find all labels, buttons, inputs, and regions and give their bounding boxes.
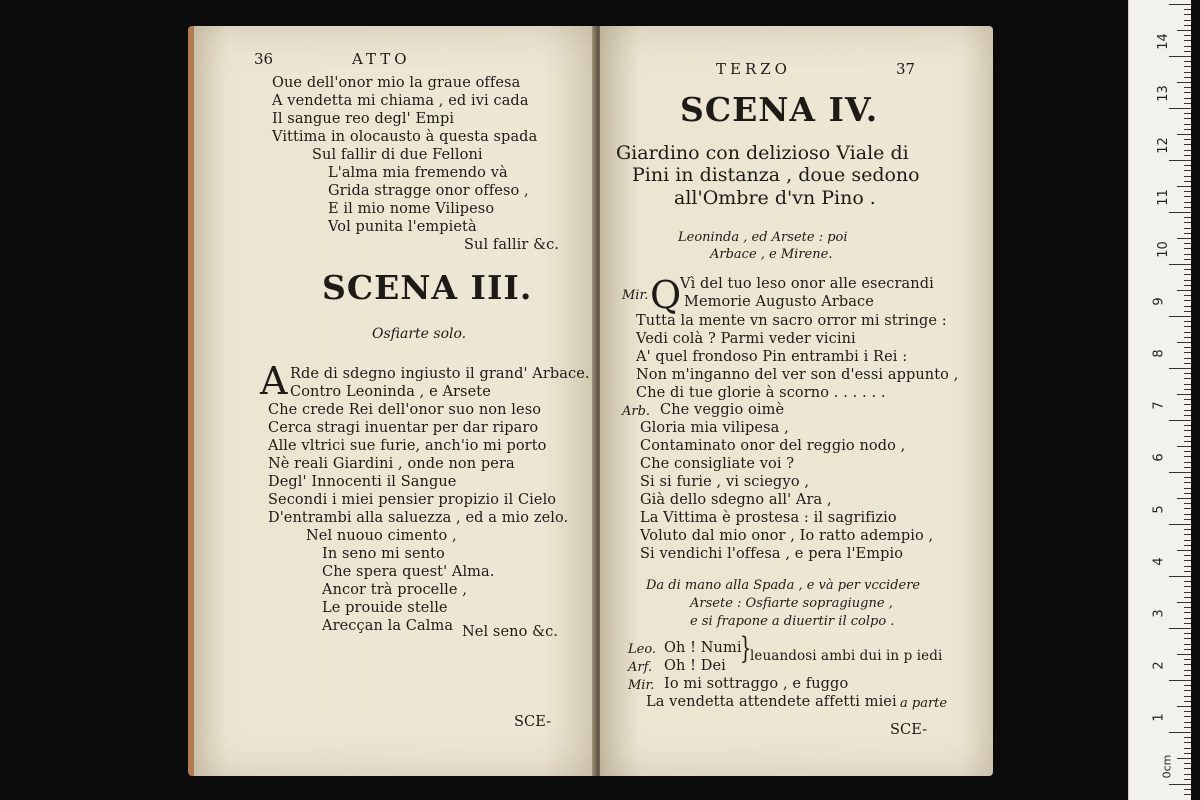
ruler-tick xyxy=(1184,243,1191,244)
ruler-tick xyxy=(1184,503,1191,504)
verse-line: Che di tue glorie à scorno . . . . . . xyxy=(636,385,886,401)
verse-line: Il sangue reo degl' Empi xyxy=(272,111,455,127)
ruler-tick xyxy=(1169,368,1191,369)
ruler-tick xyxy=(1184,51,1191,52)
verse-line: In seno mi sento xyxy=(322,546,445,562)
ruler-tick xyxy=(1184,664,1191,665)
ruler-tick xyxy=(1184,399,1191,400)
verse-line: Secondi i miei pensier propizio il Cielo xyxy=(268,492,557,508)
ruler-tick xyxy=(1184,779,1191,780)
aside-action: leuandosi ambi dui in p iedi xyxy=(750,648,943,664)
ruler-tick xyxy=(1184,727,1191,728)
verse-line: Vol punita l'empietà xyxy=(328,219,477,235)
speaker-label: Leo. xyxy=(628,642,657,657)
ruler-tick xyxy=(1184,77,1191,78)
ruler-tick xyxy=(1184,254,1191,255)
verse-line: Rde di sdegno ingiusto il grand' Arbace. xyxy=(290,366,590,382)
verse-line: Ancor trà procelle , xyxy=(322,582,467,598)
ruler-tick xyxy=(1184,586,1191,587)
ruler-tick xyxy=(1184,456,1191,457)
ruler-tick xyxy=(1184,519,1191,520)
ruler-tick xyxy=(1184,300,1191,301)
verse-line: Alle vltrici sue furie, anch'io mi porto xyxy=(268,438,547,454)
left-catchword: SCE- xyxy=(514,714,552,730)
ruler-tick xyxy=(1184,794,1191,795)
ruler-tick xyxy=(1184,612,1191,613)
speaker-label: Mir. xyxy=(628,678,655,693)
ruler-tick xyxy=(1177,706,1191,707)
ruler-label: 6 xyxy=(1151,453,1167,462)
ruler-tick xyxy=(1184,129,1191,130)
ruler-tick xyxy=(1169,784,1191,785)
verse-line: Voluto dal mio onor , Io ratto adempio , xyxy=(640,528,934,544)
setting-line: Pini in distanza , doue sedono xyxy=(632,164,920,186)
ruler-tick xyxy=(1177,82,1191,83)
verse-line: Io mi sottraggo , e fuggo xyxy=(664,676,849,692)
ruler-label: 9 xyxy=(1151,297,1167,306)
ruler-tick xyxy=(1184,358,1191,359)
ruler-tick xyxy=(1184,98,1191,99)
speaker-label: Arb. xyxy=(622,404,651,419)
ruler-tick xyxy=(1184,477,1191,478)
ruler-tick xyxy=(1169,576,1191,577)
ruler-tick xyxy=(1184,306,1191,307)
ruler-tick xyxy=(1184,462,1191,463)
ruler-tick xyxy=(1184,176,1191,177)
ruler-tick xyxy=(1184,716,1191,717)
ruler-label: 3 xyxy=(1151,609,1167,618)
ruler-tick xyxy=(1184,430,1191,431)
speaker-label: Mir. xyxy=(622,288,649,303)
verse-line: Che spera quest' Alma. xyxy=(322,564,495,580)
ruler-tick xyxy=(1184,560,1191,561)
ruler-tick xyxy=(1184,555,1191,556)
verse-line: L'alma mia fremendo và xyxy=(328,165,508,181)
open-book xyxy=(188,26,993,776)
ruler-tick xyxy=(1177,758,1191,759)
ruler-tick xyxy=(1169,4,1191,5)
ruler-tick xyxy=(1184,607,1191,608)
setting-line: all'Ombre d'vn Pino . xyxy=(674,187,876,209)
ruler-tick xyxy=(1184,181,1191,182)
verse-line: Non m'inganno del ver son d'essi appunto , xyxy=(636,367,959,383)
aside-note: a parte xyxy=(900,696,948,711)
ruler-tick xyxy=(1169,56,1191,57)
ruler-tick xyxy=(1184,670,1191,671)
ruler-tick xyxy=(1184,92,1191,93)
ruler-tick xyxy=(1184,482,1191,483)
ruler-tick xyxy=(1184,508,1191,509)
ruler-tick xyxy=(1184,150,1191,151)
ruler-tick xyxy=(1169,316,1191,317)
ruler-tick xyxy=(1184,46,1191,47)
ruler-tick xyxy=(1184,326,1191,327)
ruler-tick xyxy=(1184,623,1191,624)
verse-line: Sul fallir &c. xyxy=(464,237,560,253)
ruler-tick xyxy=(1184,514,1191,515)
drop-cap: A xyxy=(260,359,288,403)
ruler-label: 1 xyxy=(1151,713,1167,722)
verse-line: Sul fallir di due Felloni xyxy=(312,147,483,163)
ruler-tick xyxy=(1184,269,1191,270)
ruler-tick xyxy=(1184,649,1191,650)
characters-line: Arbace , e Mirene. xyxy=(710,247,833,262)
verse-line: Oh ! Numi xyxy=(664,640,742,656)
verse-line: Già dello sdegno all' Ara , xyxy=(640,492,832,508)
ruler-tick xyxy=(1177,238,1191,239)
ruler-tick xyxy=(1184,61,1191,62)
ruler-label: 10 xyxy=(1155,241,1171,258)
ruler-tick xyxy=(1184,488,1191,489)
ruler-tick xyxy=(1184,763,1191,764)
verse-line: A' quel frondoso Pin entrambi i Rei : xyxy=(636,349,908,365)
ruler-tick xyxy=(1184,347,1191,348)
ruler-tick xyxy=(1177,550,1191,551)
ruler-tick xyxy=(1184,25,1191,26)
ruler-tick xyxy=(1184,675,1191,676)
ruler-tick xyxy=(1184,35,1191,36)
verse-line: Che veggio oimè xyxy=(660,402,785,418)
ruler-tick xyxy=(1184,196,1191,197)
ruler-tick xyxy=(1184,207,1191,208)
ruler-label: 12 xyxy=(1155,137,1171,154)
ruler-tick xyxy=(1184,410,1191,411)
ruler-tick xyxy=(1184,737,1191,738)
ruler-tick xyxy=(1184,748,1191,749)
ruler-tick xyxy=(1184,222,1191,223)
ruler-label: 11 xyxy=(1155,189,1171,206)
ruler-tick xyxy=(1184,139,1191,140)
ruler-tick xyxy=(1184,124,1191,125)
verse-line: Oue dell'onor mio la graue offesa xyxy=(272,75,521,91)
ruler-tick xyxy=(1184,155,1191,156)
ruler-tick xyxy=(1184,337,1191,338)
ruler-tick xyxy=(1184,248,1191,249)
ruler-tick xyxy=(1184,378,1191,379)
ruler-tick xyxy=(1184,742,1191,743)
stage-direction: Da di mano alla Spada , e và per vccidere xyxy=(646,578,921,593)
stage-direction: Arsete : Osfiarte sopragiugne , xyxy=(690,596,893,611)
verse-line: Le prouide stelle xyxy=(322,600,448,616)
ruler-tick xyxy=(1184,285,1191,286)
ruler-tick xyxy=(1184,425,1191,426)
ruler-tick xyxy=(1184,389,1191,390)
verse-line: Gloria mia vilipesa , xyxy=(640,420,789,436)
ruler-tick xyxy=(1184,191,1191,192)
ruler-tick xyxy=(1184,20,1191,21)
ruler-tick xyxy=(1184,259,1191,260)
character-note: Osfiarte solo. xyxy=(372,326,467,342)
ruler-tick xyxy=(1184,571,1191,572)
ruler-label: 7 xyxy=(1151,401,1167,410)
ruler-tick xyxy=(1177,446,1191,447)
left-running-header: ATTO xyxy=(352,50,411,68)
ruler-tick xyxy=(1169,160,1191,161)
ruler-tick xyxy=(1184,701,1191,702)
ruler-tick xyxy=(1177,134,1191,135)
ruler-tick xyxy=(1184,321,1191,322)
right-catchword: SCE- xyxy=(890,722,928,738)
ruler-tick xyxy=(1177,186,1191,187)
ruler-tick xyxy=(1184,352,1191,353)
ruler-label: 13 xyxy=(1155,85,1171,102)
ruler-tick xyxy=(1184,363,1191,364)
verse-line: Contro Leoninda , e Arsete xyxy=(290,384,491,400)
ruler-tick xyxy=(1184,87,1191,88)
verse-line: Arecçan la Calma xyxy=(322,618,454,634)
ruler-tick xyxy=(1169,732,1191,733)
ruler-tick xyxy=(1184,436,1191,437)
ruler-tick xyxy=(1184,332,1191,333)
ruler-tick xyxy=(1184,529,1191,530)
ruler-tick xyxy=(1184,9,1191,10)
verse-line: Vedi colà ? Parmi veder vicini xyxy=(636,331,856,347)
verse-line: Cerca stragi inuentar per dar riparo xyxy=(268,420,539,436)
ruler-tick xyxy=(1184,753,1191,754)
ruler-tick xyxy=(1184,789,1191,790)
ruler-tick xyxy=(1184,540,1191,541)
ruler-tick xyxy=(1177,394,1191,395)
ruler-tick xyxy=(1177,30,1191,31)
verse-line: Vittima in olocausto à questa spada xyxy=(272,129,538,145)
verse-line: Nè reali Giardini , onde non pera xyxy=(268,456,515,472)
ruler-tick xyxy=(1169,524,1191,525)
ruler-tick xyxy=(1184,581,1191,582)
verse-line: La vendetta attendete affetti miei xyxy=(646,694,897,710)
right-page-number: 37 xyxy=(896,60,916,78)
verse-line: Contaminato onor del reggio nodo , xyxy=(640,438,906,454)
brace-glyph: } xyxy=(739,631,752,666)
ruler-tick xyxy=(1184,72,1191,73)
ruler-label: 4 xyxy=(1151,557,1167,566)
drop-cap: Q xyxy=(650,273,682,317)
ruler-tick xyxy=(1169,680,1191,681)
ruler-tick xyxy=(1184,404,1191,405)
verse-line: Che consigliate voi ? xyxy=(640,456,795,472)
ruler-tick xyxy=(1184,592,1191,593)
ruler-tick xyxy=(1169,212,1191,213)
verse-line: Si si furie , vi sciegуо , xyxy=(640,474,810,490)
ruler-label: 5 xyxy=(1151,505,1167,514)
ruler-label: 8 xyxy=(1151,349,1167,358)
ruler-tick xyxy=(1184,618,1191,619)
ruler-label: 0cm xyxy=(1160,754,1174,779)
ruler-tick xyxy=(1184,373,1191,374)
scene-title: SCENA III. xyxy=(322,268,533,307)
ruler-tick xyxy=(1184,202,1191,203)
ruler-tick xyxy=(1184,566,1191,567)
ruler-tick xyxy=(1184,118,1191,119)
ruler-tick xyxy=(1184,228,1191,229)
ruler-tick xyxy=(1184,384,1191,385)
ruler-tick xyxy=(1184,774,1191,775)
ruler-tick xyxy=(1184,274,1191,275)
verse-line: Nel seno &c. xyxy=(462,624,559,640)
left-page xyxy=(188,26,602,776)
right-page xyxy=(600,26,993,776)
ruler-tick xyxy=(1184,690,1191,691)
ruler-tick xyxy=(1184,233,1191,234)
ruler-tick xyxy=(1184,638,1191,639)
ruler-tick xyxy=(1169,628,1191,629)
verse-line: E il mio nome Vilipeso xyxy=(328,201,495,217)
stage-direction: e si frapone a diuertir il colpo . xyxy=(690,614,895,629)
setting-line: Giardino con delizioso Viale di xyxy=(616,142,909,164)
ruler-tick xyxy=(1184,711,1191,712)
verse-line: Memorie Augusto Arbace xyxy=(684,294,874,310)
verse-line: Che crede Rei dell'onor suo non leso xyxy=(268,402,542,418)
speaker-label: Arf. xyxy=(628,660,653,675)
ruler-tick xyxy=(1169,472,1191,473)
verse-line: Nel nuouo cimento , xyxy=(306,528,457,544)
ruler-tick xyxy=(1169,108,1191,109)
ruler-tick xyxy=(1184,722,1191,723)
verse-line: A vendetta mi chiama , ed ivi cada xyxy=(272,93,529,109)
ruler-tick xyxy=(1184,451,1191,452)
verse-line: Vì del tuo leso onor alle esecrandi xyxy=(680,276,934,292)
ruler-tick xyxy=(1169,264,1191,265)
ruler-tick xyxy=(1184,768,1191,769)
ruler-tick xyxy=(1184,534,1191,535)
ruler-label: 14 xyxy=(1155,33,1171,50)
ruler-tick xyxy=(1184,66,1191,67)
ruler-tick xyxy=(1184,14,1191,15)
ruler-tick xyxy=(1184,144,1191,145)
ruler-tick xyxy=(1184,644,1191,645)
ruler-tick xyxy=(1184,659,1191,660)
ruler-tick xyxy=(1184,280,1191,281)
measuring-ruler xyxy=(1128,0,1191,800)
verse-line: Si vendichi l'offesa , e pera l'Empio xyxy=(640,546,904,562)
verse-line: La Vittima è prostesa : il sagrifizio xyxy=(640,510,897,526)
verse-line: Degl' Innocenti il Sangue xyxy=(268,474,457,490)
ruler-tick xyxy=(1184,685,1191,686)
ruler-tick xyxy=(1184,40,1191,41)
ruler-tick xyxy=(1177,342,1191,343)
ruler-tick xyxy=(1184,217,1191,218)
ruler-tick xyxy=(1177,654,1191,655)
ruler-tick xyxy=(1184,415,1191,416)
ruler-tick xyxy=(1184,311,1191,312)
ruler-tick xyxy=(1184,545,1191,546)
ruler-tick xyxy=(1184,696,1191,697)
ruler-tick xyxy=(1177,498,1191,499)
ruler-tick xyxy=(1184,165,1191,166)
ruler-tick xyxy=(1169,420,1191,421)
scene-title: SCENA IV. xyxy=(680,90,879,129)
ruler-tick xyxy=(1184,295,1191,296)
verse-line: Grida stragge onor offeso , xyxy=(328,183,529,199)
verse-line: Tutta la mente vn sacro orror mi stringe : xyxy=(636,313,947,329)
ruler-tick xyxy=(1184,170,1191,171)
left-page-number: 36 xyxy=(254,50,274,68)
ruler-tick xyxy=(1184,103,1191,104)
ruler-tick xyxy=(1184,441,1191,442)
characters-line: Leoninda , ed Arsete : poi xyxy=(678,230,848,245)
ruler-tick xyxy=(1177,290,1191,291)
ruler-label: 2 xyxy=(1151,661,1167,670)
ruler-tick xyxy=(1184,597,1191,598)
ruler-tick xyxy=(1184,493,1191,494)
ruler-tick xyxy=(1184,467,1191,468)
ruler-tick xyxy=(1184,633,1191,634)
verse-line: D'entrambi alla saluezza , ed a mio zelo. xyxy=(268,510,569,526)
ruler-tick xyxy=(1184,113,1191,114)
ruler-tick xyxy=(1177,602,1191,603)
right-running-header: TERZO xyxy=(716,60,791,78)
verse-line: Oh ! Dei xyxy=(664,658,726,674)
